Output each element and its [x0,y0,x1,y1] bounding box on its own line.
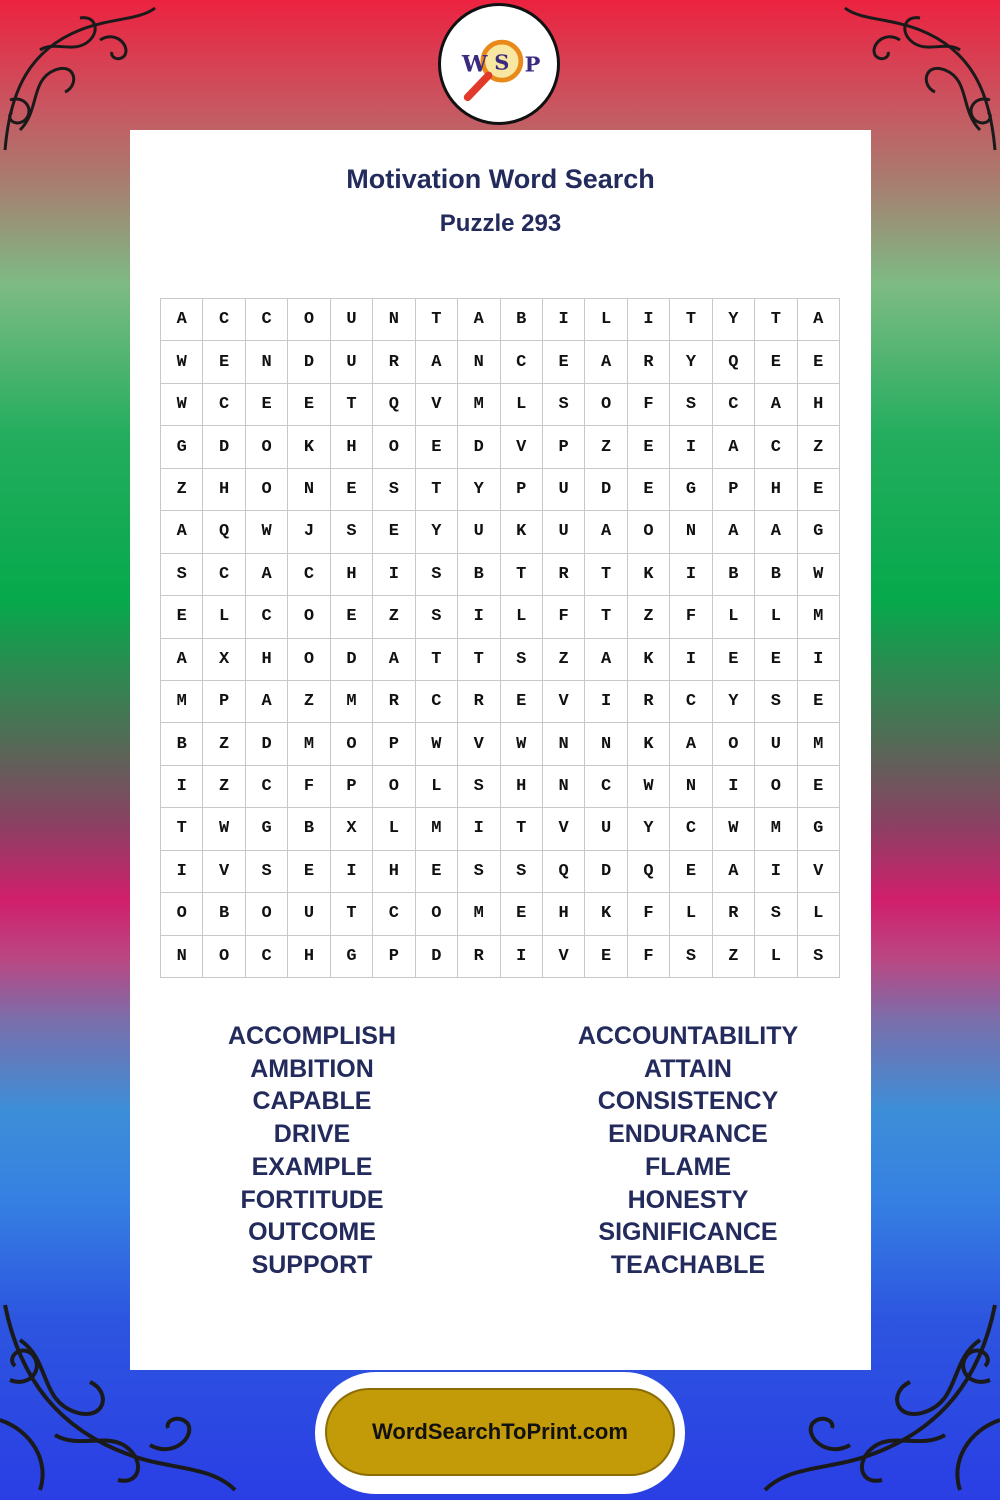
grid-cell[interactable]: E [288,384,330,426]
grid-cell[interactable]: H [331,426,373,468]
grid-cell[interactable]: I [713,766,755,808]
grid-cell[interactable]: K [501,511,543,553]
grid-cell[interactable]: E [288,851,330,893]
grid-cell[interactable]: I [670,426,712,468]
grid-cell[interactable]: C [203,554,245,596]
grid-cell[interactable]: D [585,851,627,893]
grid-cell[interactable]: W [628,766,670,808]
word-list-item: DRIVE [273,1120,351,1149]
logo-letter-p: P [524,51,541,77]
grid-cell[interactable]: E [628,426,670,468]
grid-cell[interactable]: E [331,596,373,638]
grid-cell[interactable]: E [501,681,543,723]
grid-cell[interactable]: N [670,766,712,808]
grid-cell[interactable]: O [161,893,203,935]
grid-cell[interactable]: Z [203,766,245,808]
grid-cell[interactable]: P [373,723,415,765]
grid-cell[interactable]: E [543,341,585,383]
grid-cell[interactable]: Q [713,341,755,383]
grid-cell[interactable]: T [501,808,543,850]
word-list-item: TEACHABLE [610,1250,766,1279]
grid-cell[interactable]: M [798,596,840,638]
grid-cell[interactable]: Z [288,681,330,723]
grid-cell[interactable]: I [670,639,712,681]
grid-cell[interactable]: H [543,893,585,935]
grid-cell[interactable]: B [458,554,500,596]
grid-cell[interactable]: B [161,723,203,765]
grid-cell[interactable]: I [458,808,500,850]
grid-cell[interactable]: E [798,341,840,383]
grid-cell[interactable]: T [331,893,373,935]
grid-cell[interactable]: S [331,511,373,553]
grid-cell[interactable]: U [755,723,797,765]
grid-cell[interactable]: M [161,681,203,723]
grid-cell[interactable]: K [628,723,670,765]
grid-cell[interactable]: S [798,936,840,978]
grid-cell[interactable]: Y [713,299,755,341]
grid-cell[interactable]: I [543,299,585,341]
grid-cell[interactable]: O [288,299,330,341]
grid-cell[interactable]: E [501,893,543,935]
grid-cell[interactable]: C [203,384,245,426]
grid-cell[interactable]: W [713,808,755,850]
grid-cell[interactable]: Z [373,596,415,638]
grid-cell[interactable]: E [670,851,712,893]
grid-cell[interactable]: A [161,511,203,553]
grid-cell[interactable]: F [628,936,670,978]
grid-cell[interactable]: G [798,511,840,553]
grid-cell[interactable]: V [416,384,458,426]
word-list-item: CONSISTENCY [597,1087,779,1116]
grid-cell[interactable]: Z [585,426,627,468]
grid-cell[interactable]: Q [203,511,245,553]
grid-cell[interactable]: O [628,511,670,553]
grid-cell[interactable]: O [755,766,797,808]
grid-cell[interactable]: E [713,639,755,681]
grid-cell[interactable]: U [288,893,330,935]
grid-cell[interactable]: U [543,469,585,511]
grid-cell[interactable]: L [373,808,415,850]
grid-cell[interactable]: O [246,426,288,468]
grid-cell[interactable]: A [755,511,797,553]
grid-cell[interactable]: J [288,511,330,553]
grid-cell[interactable]: I [331,851,373,893]
grid-cell[interactable]: A [755,384,797,426]
grid-cell[interactable]: M [755,808,797,850]
grid-cell[interactable]: M [458,893,500,935]
word-list-item: CAPABLE [252,1087,372,1116]
puzzle-number: Puzzle 293 [439,210,562,237]
word-list-item: HONESTY [627,1185,749,1214]
grid-cell[interactable]: P [713,469,755,511]
word-list-item: ENDURANCE [608,1120,768,1149]
word-list-item: OUTCOME [248,1218,376,1247]
grid-cell[interactable]: A [161,299,203,341]
grid-cell[interactable]: S [416,596,458,638]
letter-grid [160,298,840,978]
grid-cell[interactable]: M [798,723,840,765]
grid-cell[interactable]: N [670,511,712,553]
grid-cell[interactable]: R [713,893,755,935]
grid-cell[interactable]: X [331,808,373,850]
grid-cell[interactable]: W [798,554,840,596]
grid-cell[interactable]: S [161,554,203,596]
grid-cell[interactable]: A [373,639,415,681]
word-list-item: ACCOUNTABILITY [577,1022,799,1050]
grid-cell[interactable]: I [161,766,203,808]
grid-cell[interactable]: B [755,554,797,596]
grid-cell[interactable]: Y [458,469,500,511]
grid-cell[interactable]: S [543,384,585,426]
grid-cell[interactable]: B [203,893,245,935]
grid-cell[interactable]: E [203,341,245,383]
grid-cell[interactable]: E [161,596,203,638]
grid-cell[interactable]: B [288,808,330,850]
grid-cell[interactable]: U [331,299,373,341]
grid-cell[interactable]: O [713,723,755,765]
grid-cell[interactable]: V [203,851,245,893]
grid-cell[interactable]: W [416,723,458,765]
grid-cell[interactable]: C [373,893,415,935]
word-list-item: AMBITION [250,1054,374,1083]
grid-cell[interactable]: R [628,681,670,723]
grid-cell[interactable]: G [798,808,840,850]
grid-cell[interactable]: R [458,681,500,723]
grid-cell[interactable]: F [628,893,670,935]
grid-cell[interactable]: C [501,341,543,383]
grid-cell[interactable]: A [458,299,500,341]
grid-cell[interactable]: Q [373,384,415,426]
grid-cell[interactable]: O [373,766,415,808]
grid-cell[interactable]: H [331,554,373,596]
grid-cell[interactable]: P [543,426,585,468]
grid-cell[interactable]: H [373,851,415,893]
grid-cell[interactable]: F [670,596,712,638]
grid-cell[interactable]: O [373,426,415,468]
grid-cell[interactable]: O [331,723,373,765]
word-list-item: SIGNIFICANCE [598,1218,778,1247]
grid-cell[interactable]: K [585,893,627,935]
grid-cell[interactable]: V [543,808,585,850]
grid-cell[interactable]: S [501,851,543,893]
wsp-logo [438,3,560,125]
grid-cell[interactable]: R [458,936,500,978]
grid-cell[interactable]: O [288,639,330,681]
grid-cell[interactable]: K [628,554,670,596]
grid-cell[interactable]: A [670,723,712,765]
grid-cell[interactable]: W [203,808,245,850]
grid-cell[interactable]: L [755,936,797,978]
grid-cell[interactable]: I [755,851,797,893]
grid-cell[interactable]: X [203,639,245,681]
grid-cell[interactable]: G [161,426,203,468]
grid-cell[interactable]: S [755,893,797,935]
grid-cell[interactable]: C [416,681,458,723]
logo-letter-w: W [461,51,488,78]
word-list-item: ACCOMPLISH [227,1022,397,1050]
grid-cell[interactable]: Y [416,511,458,553]
grid-cell[interactable]: N [458,341,500,383]
grid-cell[interactable]: P [373,936,415,978]
grid-cell[interactable]: E [331,469,373,511]
grid-cell[interactable]: O [288,596,330,638]
grid-cell[interactable]: U [458,511,500,553]
grid-cell[interactable]: Z [543,639,585,681]
grid-cell[interactable]: S [670,384,712,426]
grid-cell[interactable]: O [246,469,288,511]
grid-cell[interactable]: A [713,426,755,468]
grid-cell[interactable]: T [416,639,458,681]
grid-cell[interactable]: S [246,851,288,893]
grid-cell[interactable]: N [543,723,585,765]
grid-cell[interactable]: E [755,341,797,383]
grid-cell[interactable]: C [203,299,245,341]
grid-cell[interactable]: Z [713,936,755,978]
grid-cell[interactable]: O [416,893,458,935]
grid-cell[interactable]: T [585,554,627,596]
grid-cell[interactable]: Z [203,723,245,765]
grid-cell[interactable]: C [755,426,797,468]
word-list-left [142,1020,482,1282]
grid-cell[interactable]: C [713,384,755,426]
grid-cell[interactable]: S [373,469,415,511]
word-list-item: FLAME [644,1152,732,1181]
grid-cell[interactable]: C [246,936,288,978]
grid-cell[interactable]: C [246,766,288,808]
grid-cell[interactable]: S [458,766,500,808]
grid-cell[interactable]: P [501,469,543,511]
grid-cell[interactable]: H [203,469,245,511]
grid-cell[interactable]: A [713,511,755,553]
word-list-item: ATTAIN [644,1054,732,1083]
grid-cell[interactable]: T [161,808,203,850]
grid-cell[interactable]: F [543,596,585,638]
grid-cell[interactable]: H [501,766,543,808]
grid-cell[interactable]: E [585,936,627,978]
grid-cell[interactable]: M [458,384,500,426]
grid-cell[interactable]: P [203,681,245,723]
grid-cell[interactable]: E [246,384,288,426]
grid-cell[interactable]: D [246,723,288,765]
grid-cell[interactable]: C [670,681,712,723]
grid-cell[interactable]: I [161,851,203,893]
grid-cell[interactable]: V [543,681,585,723]
grid-cell[interactable]: Y [670,341,712,383]
word-list-item: SUPPORT [251,1250,373,1279]
grid-cell[interactable]: R [373,341,415,383]
grid-cell[interactable]: W [501,723,543,765]
grid-cell[interactable]: Z [628,596,670,638]
site-banner[interactable]: WordSearchToPrint.com [325,1388,675,1476]
grid-cell[interactable]: S [416,554,458,596]
grid-cell[interactable]: C [288,554,330,596]
grid-cell[interactable]: H [246,639,288,681]
puzzle-card [130,130,871,1370]
grid-cell[interactable]: V [543,936,585,978]
grid-cell[interactable]: W [161,341,203,383]
logo-letter-s: S [494,49,510,75]
grid-cell[interactable]: A [585,639,627,681]
grid-cell[interactable]: E [373,511,415,553]
grid-cell[interactable]: F [288,766,330,808]
grid-cell[interactable]: A [246,554,288,596]
grid-cell[interactable]: M [331,681,373,723]
grid-cell[interactable]: V [458,723,500,765]
grid-cell[interactable]: Y [628,808,670,850]
grid-cell[interactable]: R [628,341,670,383]
grid-cell[interactable]: D [203,426,245,468]
page-title: Motivation Word Search [346,164,655,194]
grid-cell[interactable]: G [331,936,373,978]
grid-cell[interactable]: U [585,808,627,850]
grid-cell[interactable]: G [670,469,712,511]
grid-cell[interactable]: E [416,426,458,468]
grid-cell[interactable]: K [288,426,330,468]
grid-cell[interactable]: A [713,851,755,893]
grid-cell[interactable]: D [331,639,373,681]
grid-cell[interactable]: N [373,299,415,341]
grid-cell[interactable]: T [416,469,458,511]
grid-cell[interactable]: B [501,299,543,341]
grid-cell[interactable]: H [755,469,797,511]
grid-cell[interactable]: Y [713,681,755,723]
grid-cell[interactable]: V [798,851,840,893]
grid-cell[interactable]: T [458,639,500,681]
grid-cell[interactable]: O [203,936,245,978]
grid-cell[interactable]: Q [628,851,670,893]
grid-cell[interactable]: L [501,384,543,426]
grid-cell[interactable]: R [543,554,585,596]
word-list-item: EXAMPLE [251,1152,373,1181]
grid-cell[interactable]: O [585,384,627,426]
grid-cell[interactable]: L [755,596,797,638]
grid-cell[interactable]: I [373,554,415,596]
grid-cell[interactable]: D [458,426,500,468]
grid-cell[interactable]: T [416,299,458,341]
grid-cell[interactable]: A [246,681,288,723]
grid-cell[interactable]: I [798,639,840,681]
grid-cell[interactable]: I [458,596,500,638]
grid-cell[interactable]: I [670,554,712,596]
grid-cell[interactable]: P [331,766,373,808]
word-list-item: FORTITUDE [240,1185,384,1214]
grid-cell[interactable]: B [713,554,755,596]
grid-cell[interactable]: T [585,596,627,638]
grid-cell[interactable]: Z [161,469,203,511]
grid-cell[interactable]: K [628,639,670,681]
grid-cell[interactable]: D [288,341,330,383]
grid-cell[interactable]: V [501,426,543,468]
grid-cell[interactable]: N [543,766,585,808]
grid-cell[interactable]: S [755,681,797,723]
grid-cell[interactable]: D [416,936,458,978]
grid-cell[interactable]: L [798,893,840,935]
grid-cell[interactable]: I [501,936,543,978]
word-list-right [518,1020,858,1282]
grid-cell[interactable]: E [798,469,840,511]
grid-cell[interactable]: Z [798,426,840,468]
grid-cell[interactable]: L [713,596,755,638]
grid-cell[interactable]: E [755,639,797,681]
grid-cell[interactable]: N [288,469,330,511]
grid-cell[interactable]: T [755,299,797,341]
grid-cell[interactable]: L [203,596,245,638]
grid-cell[interactable]: E [416,851,458,893]
grid-cell[interactable]: H [798,384,840,426]
grid-cell[interactable]: A [585,341,627,383]
grid-cell[interactable]: F [628,384,670,426]
grid-cell[interactable]: O [246,893,288,935]
grid-cell[interactable]: C [585,766,627,808]
grid-cell[interactable]: E [628,469,670,511]
grid-cell[interactable]: M [416,808,458,850]
grid-cell[interactable]: U [543,511,585,553]
grid-cell[interactable]: L [670,893,712,935]
grid-cell[interactable]: A [585,511,627,553]
grid-cell[interactable]: S [501,639,543,681]
grid-cell[interactable]: A [161,639,203,681]
grid-cell[interactable]: U [331,341,373,383]
grid-cell[interactable]: C [246,596,288,638]
grid-cell[interactable]: T [501,554,543,596]
grid-cell[interactable]: E [798,766,840,808]
grid-cell[interactable]: C [670,808,712,850]
grid-cell[interactable]: D [585,469,627,511]
grid-cell[interactable]: A [798,299,840,341]
grid-cell[interactable]: T [331,384,373,426]
grid-cell[interactable]: G [246,808,288,850]
grid-cell[interactable]: A [416,341,458,383]
grid-cell[interactable]: S [458,851,500,893]
grid-cell[interactable]: W [246,511,288,553]
grid-cell[interactable]: L [585,299,627,341]
grid-cell[interactable]: M [288,723,330,765]
grid-cell[interactable]: N [246,341,288,383]
grid-cell[interactable]: N [585,723,627,765]
grid-cell[interactable]: E [798,681,840,723]
grid-cell[interactable]: Q [543,851,585,893]
grid-cell[interactable]: N [161,936,203,978]
grid-cell[interactable]: L [501,596,543,638]
grid-cell[interactable]: L [416,766,458,808]
grid-cell[interactable]: T [670,299,712,341]
grid-cell[interactable]: I [585,681,627,723]
grid-cell[interactable]: C [246,299,288,341]
grid-cell[interactable]: W [161,384,203,426]
grid-cell[interactable]: R [373,681,415,723]
grid-cell[interactable]: H [288,936,330,978]
grid-cell[interactable]: S [670,936,712,978]
grid-cell[interactable]: I [628,299,670,341]
